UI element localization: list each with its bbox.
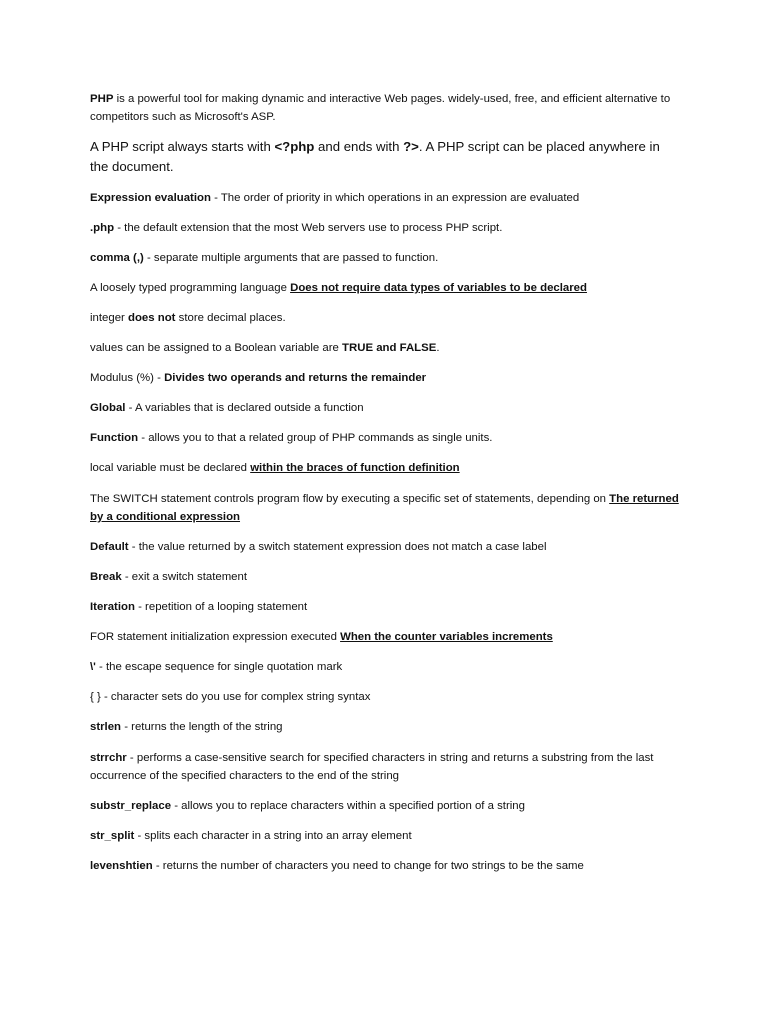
text-run: - repetition of a looping statement <box>134 601 308 613</box>
paragraph-break <box>90 568 680 586</box>
text-run: - splits each character in a string into an array element <box>134 830 412 842</box>
text-run: - the value returned by a switch statement expression does not match a case label <box>128 541 547 553</box>
bold-term: Global <box>90 402 126 414</box>
bold-term: Function <box>90 432 139 444</box>
text-run: - the default extension that the most Web servers use to process PHP script. <box>114 222 503 234</box>
paragraph-levenshtien <box>90 857 680 875</box>
text-run: A PHP script always starts with <box>90 139 275 154</box>
text-run: integer <box>90 312 128 324</box>
paragraph-character-sets <box>90 688 680 706</box>
paragraph-switch-statement <box>90 490 680 526</box>
text-run: A loosely typed programming language <box>90 282 291 294</box>
text-run: - returns the number of characters you need to change for two strings to be the same <box>152 860 584 872</box>
paragraph-loosely-typed <box>90 279 680 297</box>
text-run: - the escape sequence for single quotation mark <box>95 661 343 673</box>
bold-term: Break <box>90 571 122 583</box>
paragraph-expression-evaluation <box>90 189 680 207</box>
text-run: . <box>436 342 440 354</box>
bold-term: strrchr <box>90 752 127 764</box>
text-run: - returns the length of the string <box>121 721 283 733</box>
paragraph-php-intro <box>90 90 680 126</box>
bold-term: strlen <box>90 721 122 733</box>
paragraph-local-variable <box>90 459 680 477</box>
bold-term: levenshtien <box>90 860 153 872</box>
paragraph-strrchr <box>90 749 680 785</box>
bold-term: .php <box>90 222 115 234</box>
bold-term: Expression evaluation <box>90 192 211 204</box>
bold-term: Iteration <box>90 601 135 613</box>
paragraph-escape-sequence <box>90 658 680 676</box>
text-run: - A variables that is declared outside a function <box>125 402 364 414</box>
text-run: Modulus (%) - <box>90 372 165 384</box>
paragraph-iteration <box>90 598 680 616</box>
text-run: . A PHP script can be placed anywhere in the document. <box>90 139 660 174</box>
text-run: The SWITCH statement controls program flow by executing a specific set of statements, depending on <box>90 493 610 505</box>
text-run: { } - character sets do you use for complex string syntax <box>90 691 371 703</box>
underlined-term: When the counter variables increments <box>340 631 553 643</box>
bold-term: comma (,) <box>90 252 144 264</box>
text-run: FOR statement initialization expression executed <box>90 631 341 643</box>
bold-term: Default <box>90 541 129 553</box>
text-run: - The order of priority in which operations in an expression are evaluated <box>210 192 580 204</box>
underlined-term: within the braces of function definition <box>250 462 460 474</box>
bold-term: TRUE and FALSE <box>342 342 437 354</box>
text-run: and ends with <box>314 139 404 154</box>
bold-term: str_split <box>90 830 135 842</box>
paragraph-default <box>90 538 680 556</box>
paragraph-strlen <box>90 718 680 736</box>
paragraph-boolean <box>90 339 680 357</box>
bold-term: ?> <box>403 139 419 154</box>
bold-term: does not <box>128 312 176 324</box>
bold-term: substr_replace <box>90 800 172 812</box>
paragraph-substr-replace <box>90 797 680 815</box>
paragraph-function <box>90 429 680 447</box>
text-run: local variable must be declared <box>90 462 251 474</box>
text-run: store decimal places. <box>175 312 286 324</box>
bold-term: PHP <box>90 93 114 105</box>
text-run: - separate multiple arguments that are passed to function. <box>143 252 439 264</box>
paragraph-integer <box>90 309 680 327</box>
text-run: values can be assigned to a Boolean variable are <box>90 342 343 354</box>
paragraph-php-extension <box>90 219 680 237</box>
underlined-term: Does not require data types of variables to be declared <box>290 282 587 294</box>
paragraph-comma <box>90 249 680 267</box>
paragraph-global <box>90 399 680 417</box>
text-run: - allows you to that a related group of PHP commands as single units. <box>138 432 493 444</box>
text-run: - allows you to replace characters within a specified portion of a string <box>171 800 525 812</box>
underlined-term: The returned by a conditional expression <box>90 493 679 523</box>
paragraph-modulus <box>90 369 680 387</box>
paragraph-for-statement <box>90 628 680 646</box>
text-run: is a powerful tool for making dynamic and interactive Web pages. widely-used, free, and efficient alternative to competitors such as Microsoft's ASP. <box>90 93 671 123</box>
paragraph-str-split <box>90 827 680 845</box>
bold-term: \' <box>90 661 96 673</box>
paragraph-php-script-tags <box>90 137 680 177</box>
bold-term: Divides two operands and returns the remainder <box>164 372 427 384</box>
text-run: - performs a case-sensitive search for specified characters in string and returns a substring from the last occurrence of the specified characters to the end of the string <box>90 752 654 782</box>
bold-term: <?php <box>274 139 315 154</box>
text-run: - exit a switch statement <box>121 571 248 583</box>
